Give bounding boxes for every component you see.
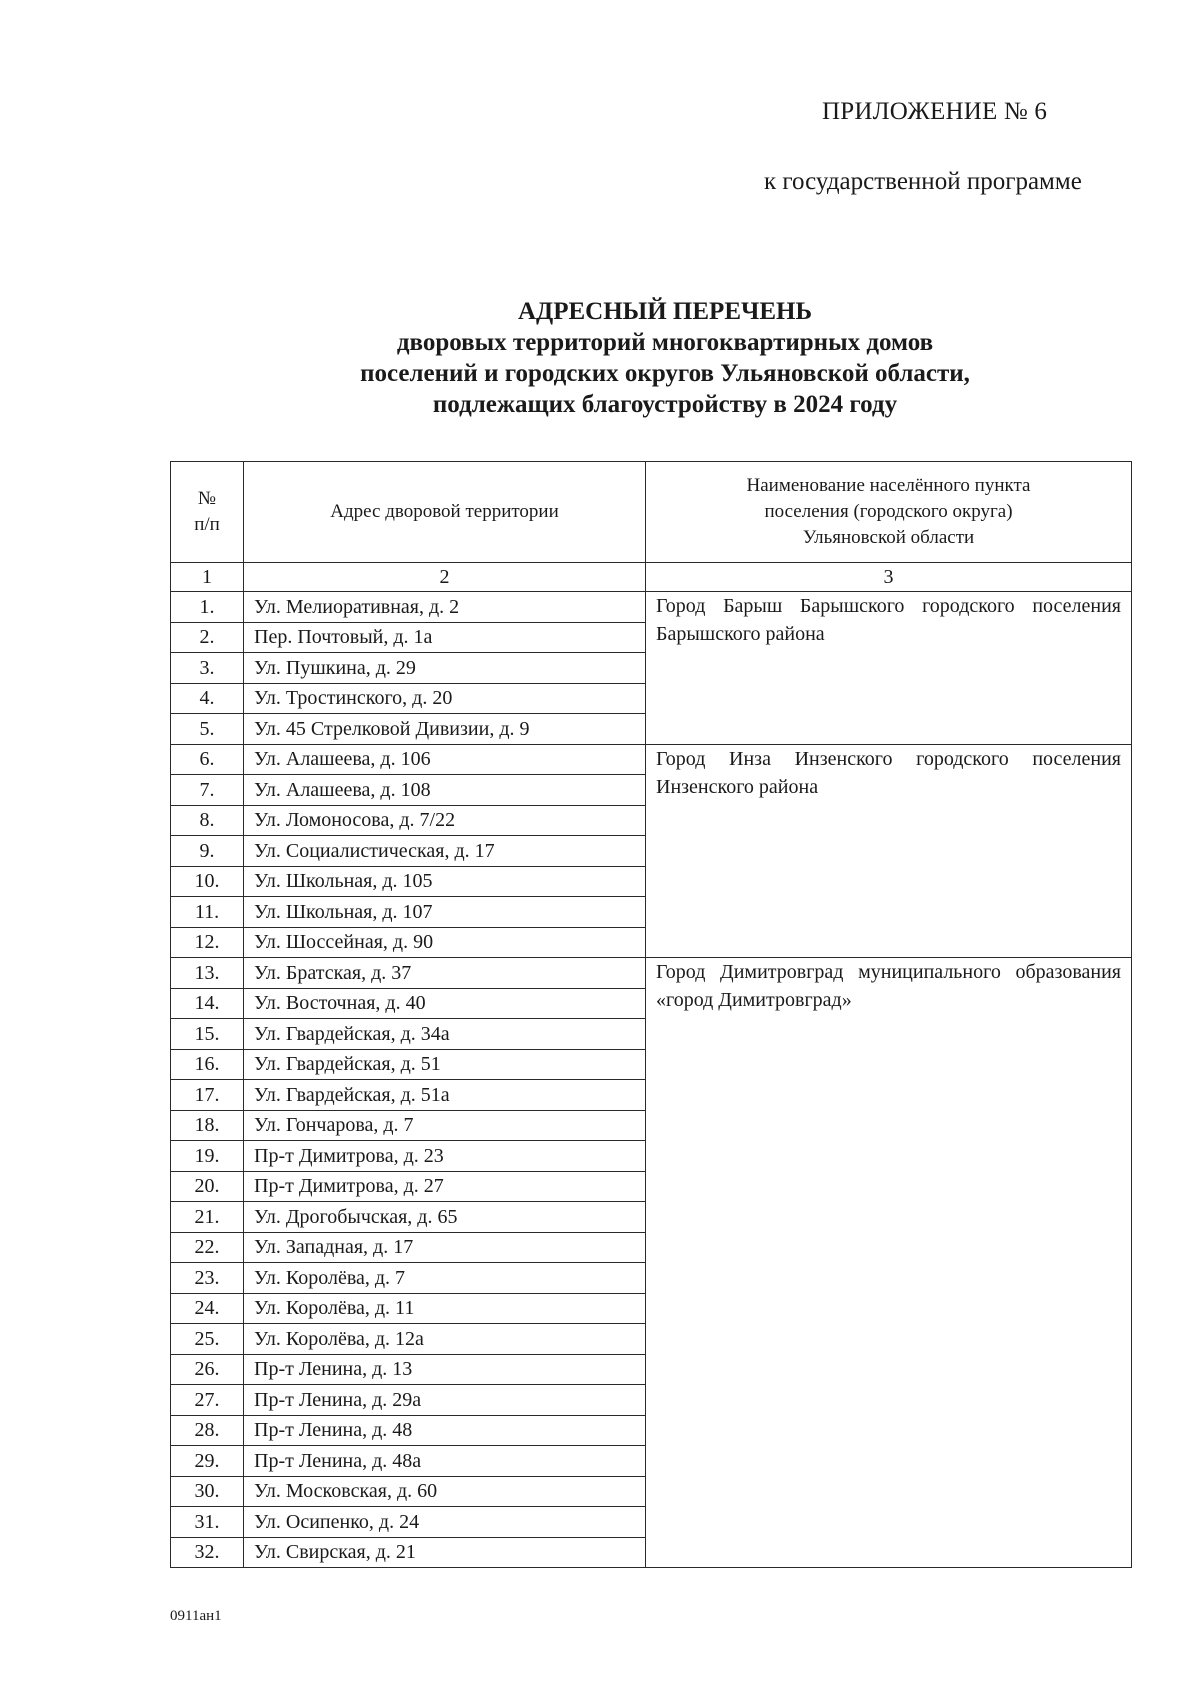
row-address: Ул. Ломоносова, д. 7/22 bbox=[244, 805, 646, 836]
row-number: 6. bbox=[171, 744, 244, 775]
row-address: Ул. Алашеева, д. 106 bbox=[244, 744, 646, 775]
row-address: Ул. Гвардейская, д. 34а bbox=[244, 1019, 646, 1050]
row-number: 16. bbox=[171, 1049, 244, 1080]
row-address: Ул. Гвардейская, д. 51а bbox=[244, 1080, 646, 1111]
row-address: Ул. Гончарова, д. 7 bbox=[244, 1110, 646, 1141]
column-number-2: 2 bbox=[244, 563, 646, 592]
row-number: 17. bbox=[171, 1080, 244, 1111]
row-address: Пр-т Ленина, д. 48а bbox=[244, 1446, 646, 1477]
row-address: Ул. Королёва, д. 12а bbox=[244, 1324, 646, 1355]
row-address: Пр-т Димитрова, д. 27 bbox=[244, 1171, 646, 1202]
table-row bbox=[171, 744, 1132, 775]
column-numbers-row bbox=[171, 563, 1132, 592]
row-place: Город Димитровград муниципального образования «город Димитровград» bbox=[646, 958, 1132, 1568]
row-address: Ул. Пушкина, д. 29 bbox=[244, 653, 646, 684]
row-address: Пр-т Ленина, д. 48 bbox=[244, 1415, 646, 1446]
row-place: Город Инза Инзенского городского поселения Инзенского района bbox=[646, 744, 1132, 958]
header-address-label: Адрес дворовой территории bbox=[330, 501, 559, 522]
row-number: 9. bbox=[171, 836, 244, 867]
table-header-row bbox=[171, 462, 1132, 563]
table-row bbox=[171, 592, 1132, 623]
row-address: Ул. Осипенко, д. 24 bbox=[244, 1507, 646, 1538]
row-address: Пр-т Ленина, д. 13 bbox=[244, 1354, 646, 1385]
row-number: 29. bbox=[171, 1446, 244, 1477]
row-address: Ул. Московская, д. 60 bbox=[244, 1476, 646, 1507]
row-address: Ул. Королёва, д. 7 bbox=[244, 1263, 646, 1294]
row-number: 1. bbox=[171, 592, 244, 623]
row-number: 5. bbox=[171, 714, 244, 745]
row-address: Ул. Мелиоративная, д. 2 bbox=[244, 592, 646, 623]
row-address: Ул. Свирская, д. 21 bbox=[244, 1537, 646, 1568]
row-number: 20. bbox=[171, 1171, 244, 1202]
row-number: 27. bbox=[171, 1385, 244, 1416]
row-number: 19. bbox=[171, 1141, 244, 1172]
row-address: Ул. Королёва, д. 11 bbox=[244, 1293, 646, 1324]
row-address: Ул. Восточная, д. 40 bbox=[244, 988, 646, 1019]
header-number-line-2: п/п bbox=[194, 514, 220, 535]
title-line-3: поселений и городских округов Ульяновской области, bbox=[360, 360, 970, 387]
row-number: 28. bbox=[171, 1415, 244, 1446]
document-title bbox=[170, 296, 1160, 420]
column-number-3: 3 bbox=[646, 563, 1132, 592]
row-number: 18. bbox=[171, 1110, 244, 1141]
row-number: 3. bbox=[171, 653, 244, 684]
row-number: 30. bbox=[171, 1476, 244, 1507]
row-address: Ул. Школьная, д. 107 bbox=[244, 897, 646, 928]
row-address: Ул. Тростинского, д. 20 bbox=[244, 683, 646, 714]
footer-code: 0911ан1 bbox=[170, 1608, 222, 1624]
table-row bbox=[171, 958, 1132, 989]
header-place bbox=[646, 462, 1132, 563]
header-place-line-2: поселения (городского округа) bbox=[764, 501, 1013, 522]
row-number: 4. bbox=[171, 683, 244, 714]
row-address: Ул. Западная, д. 17 bbox=[244, 1232, 646, 1263]
row-number: 11. bbox=[171, 897, 244, 928]
row-number: 13. bbox=[171, 958, 244, 989]
row-address: Пр-т Ленина, д. 29а bbox=[244, 1385, 646, 1416]
row-number: 2. bbox=[171, 622, 244, 653]
row-number: 8. bbox=[171, 805, 244, 836]
row-address: Пер. Почтовый, д. 1а bbox=[244, 622, 646, 653]
header-place-line-3: Ульяновской области bbox=[802, 527, 975, 548]
row-address: Ул. Школьная, д. 105 bbox=[244, 866, 646, 897]
row-number: 15. bbox=[171, 1019, 244, 1050]
row-place: Город Барыш Барышского городского поселения Барышского района bbox=[646, 592, 1132, 745]
header-number bbox=[171, 462, 244, 563]
row-number: 12. bbox=[171, 927, 244, 958]
row-address: Ул. Шоссейная, д. 90 bbox=[244, 927, 646, 958]
title-line-2: дворовых территорий многоквартирных домов bbox=[396, 329, 934, 356]
row-address: Ул. Братская, д. 37 bbox=[244, 958, 646, 989]
header-number-line-1: № bbox=[197, 488, 217, 509]
row-number: 24. bbox=[171, 1293, 244, 1324]
row-address: Ул. Гвардейская, д. 51 bbox=[244, 1049, 646, 1080]
appendix-number: ПРИЛОЖЕНИЕ № 6 bbox=[822, 98, 1048, 125]
row-number: 14. bbox=[171, 988, 244, 1019]
row-number: 21. bbox=[171, 1202, 244, 1233]
appendix-subtitle: к государственной программе bbox=[764, 168, 1082, 195]
row-address: Ул. Дрогобычская, д. 65 bbox=[244, 1202, 646, 1233]
title-line-1: АДРЕСНЫЙ ПЕРЕЧЕНЬ bbox=[517, 298, 812, 325]
row-number: 23. bbox=[171, 1263, 244, 1294]
table-body bbox=[171, 592, 1132, 1568]
row-address: Ул. 45 Стрелковой Дивизии, д. 9 bbox=[244, 714, 646, 745]
column-number-1: 1 bbox=[171, 563, 244, 592]
row-number: 22. bbox=[171, 1232, 244, 1263]
header-place-line-1: Наименование населённого пункта bbox=[746, 475, 1031, 496]
header-address bbox=[244, 462, 646, 563]
title-line-4: подлежащих благоустройству в 2024 году bbox=[432, 391, 898, 418]
row-number: 26. bbox=[171, 1354, 244, 1385]
row-address: Ул. Алашеева, д. 108 bbox=[244, 775, 646, 806]
row-address: Ул. Социалистическая, д. 17 bbox=[244, 836, 646, 867]
row-number: 31. bbox=[171, 1507, 244, 1538]
address-table bbox=[170, 461, 1132, 1568]
row-number: 25. bbox=[171, 1324, 244, 1355]
row-number: 32. bbox=[171, 1537, 244, 1568]
row-number: 10. bbox=[171, 866, 244, 897]
row-number: 7. bbox=[171, 775, 244, 806]
row-address: Пр-т Димитрова, д. 23 bbox=[244, 1141, 646, 1172]
